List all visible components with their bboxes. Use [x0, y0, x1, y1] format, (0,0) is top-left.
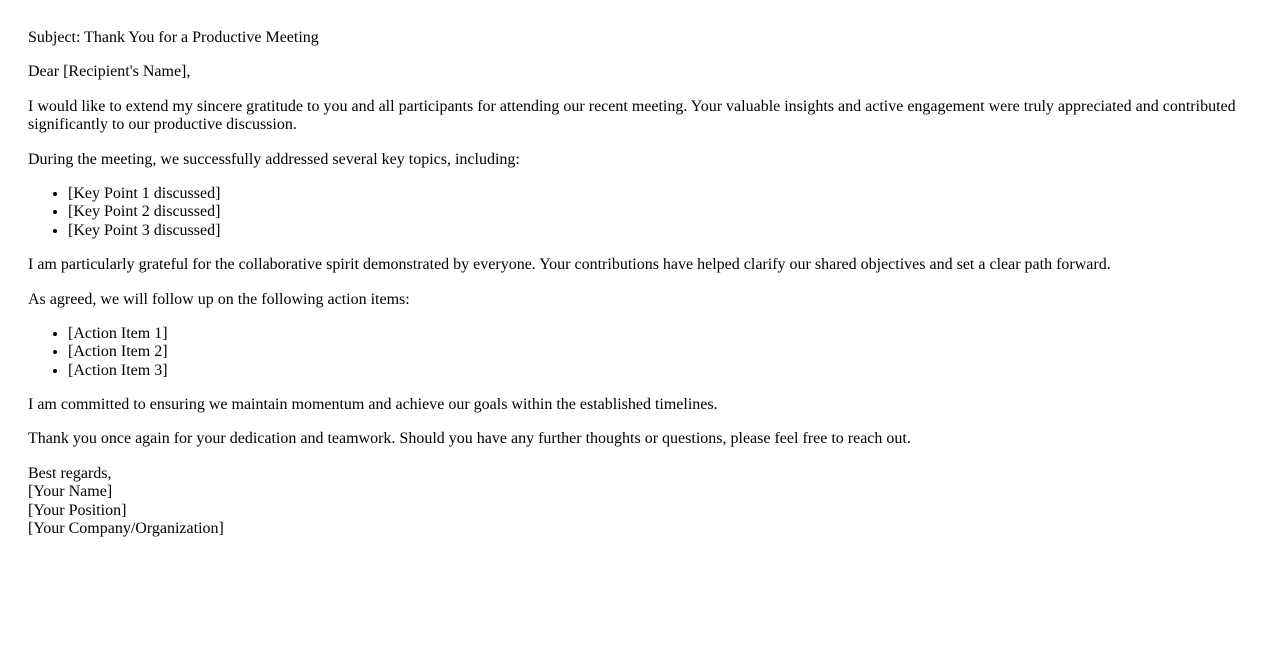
signature-company: [Your Company/Organization] [28, 520, 224, 538]
key-points-list [28, 185, 1250, 240]
key-point-item: • [Key Point 1 discussed] [68, 185, 1250, 203]
key-point-item: • [Key Point 2 discussed] [68, 203, 1250, 221]
paragraph-actions-intro: As agreed, we will follow up on the following action items: [28, 290, 410, 308]
paragraph-collaboration: I am particularly grateful for the collaborative spirit demonstrated by everyone. Your contributions have helped clarify our shared objectives and set a clear path forward. [28, 256, 1111, 274]
greeting-line: Dear [Recipient's Name], [28, 63, 191, 81]
paragraph-thanks: Thank you once again for your dedication and teamwork. Should you have any further thoughts or questions, please feel free to reach out. [28, 430, 911, 448]
action-item: • [Action Item 2] [68, 343, 1250, 361]
action-items-list [28, 325, 1250, 380]
signature-name: [Your Name] [28, 483, 113, 501]
key-point-item: • [Key Point 3 discussed] [68, 222, 1250, 240]
signature-position: [Your Position] [28, 501, 127, 519]
paragraph-topics-intro: During the meeting, we successfully addressed several key topics, including: [28, 150, 520, 168]
signature-closing: Best regards, [28, 464, 112, 482]
action-item: • [Action Item 1] [68, 325, 1250, 343]
paragraph-commitment: I am committed to ensuring we maintain momentum and achieve our goals within the established timelines. [28, 396, 718, 414]
subject-line: Subject: Thank You for a Productive Meeting [28, 29, 319, 46]
action-item: • [Action Item 3] [68, 362, 1250, 380]
paragraph-gratitude: I would like to extend my sincere gratitude to you and all participants for attending our recent meeting. Your valuable insights and active engagement were truly appreciated and contributed significantly to our productive discussion. [28, 97, 1236, 134]
